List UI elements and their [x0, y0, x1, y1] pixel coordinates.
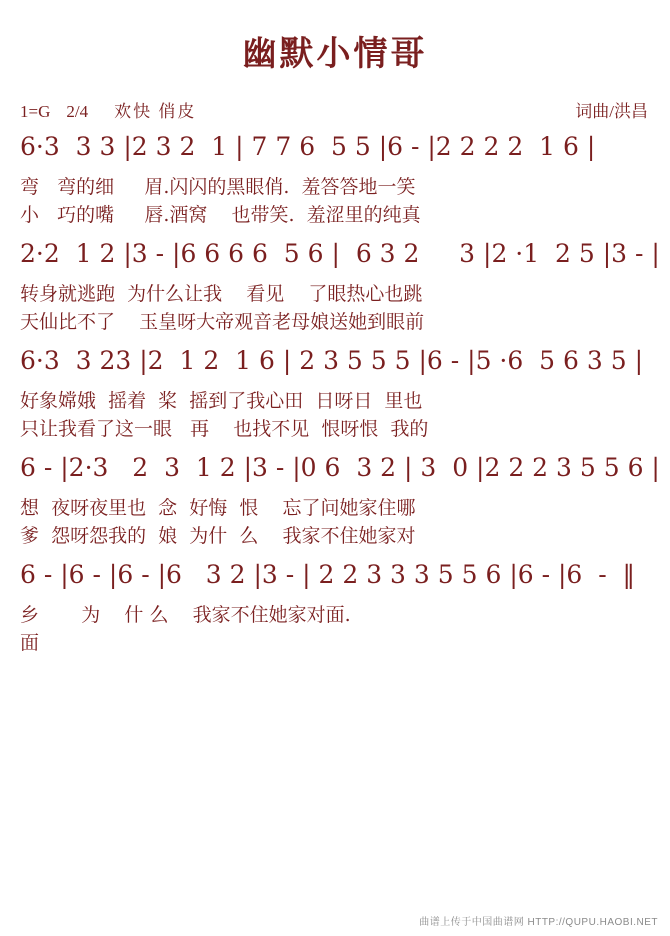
- key-signature: 1=G: [20, 102, 51, 121]
- time-signature: 2/4: [66, 102, 89, 121]
- lyrics-block: [20, 602, 650, 657]
- notation-line: 2·2 1 2 |3 - |6 6 6 6 5 6 | 6 3 2 3 |2 ·1 2 5 |3 - |: [20, 239, 660, 269]
- footer-credit: 曲谱上传于中国曲谱网: [419, 917, 525, 928]
- lyric-line: 天仙比不了 玉皇呀大帝观音老母娘送她到眼前: [20, 310, 425, 333]
- lyrics-block: [20, 495, 650, 550]
- page-title: 幽默小情哥: [242, 34, 428, 74]
- footer-site: HTTP://QUPU.HAOBI.NET: [527, 917, 658, 928]
- lyric-line: 小 巧的嘴 唇.酒窝 也带笑. 羞涩里的纯真: [20, 203, 421, 226]
- music-system: [14, 239, 660, 336]
- music-system: [14, 453, 660, 550]
- score-metadata: [14, 97, 656, 122]
- music-system: [14, 562, 656, 657]
- lyric-line: 想 夜呀夜里也 念 好悔 恨 忘了问她家住哪: [20, 497, 416, 520]
- lyrics-block: [20, 174, 650, 229]
- music-system: [14, 348, 656, 443]
- composer-credit: 词曲/洪昌: [575, 102, 648, 121]
- tempo-marking: 欢快 俏皮: [114, 102, 197, 121]
- notation-line: 6·3 3 3 |2 3 2 1 | 7 7 6 5 5 |6 - |2 2 2 2 1 6 |: [20, 132, 596, 161]
- lyrics-block: [20, 388, 650, 443]
- musical-key-and-time: [20, 97, 196, 122]
- lyric-line: 乡 为 什 么 我家不住她家对面.: [20, 604, 351, 627]
- music-system: [14, 134, 656, 229]
- notation-line: 6 - |2·3 2 3 1 2 |3 - |0 6 3 2 | 3 0 |2 2 2 3 5 5 6 |: [20, 453, 660, 483]
- lyric-line: 好象嫦娥 摇着 桨 摇到了我心田 日呀日 里也: [20, 390, 423, 413]
- lyric-line: 爹 怨呀怨我的 娘 为什 么 我家不住她家对: [20, 524, 416, 547]
- sheet-music-page: [0, 26, 670, 936]
- lyric-line: 转身就逃跑 为什么让我 看见 了眼热心也跳: [20, 283, 423, 306]
- notation-line: 6 - |6 - |6 - |6 3 2 |3 - | 2 2 3 3 3 5 5 6 |6 - |6 - ‖: [20, 560, 636, 590]
- lyric-line: 只让我看了这一眼 再 也找不见 恨呀恨 我的: [20, 417, 429, 440]
- lyrics-block: [20, 281, 650, 336]
- notation-line: 6·3 3 23 |2 1 2 1 6 | 2 3 5 5 5 |6 - |5 ·6 5 6 3 5 |: [20, 346, 643, 376]
- lyric-line: 弯 弯的细 眉.闪闪的黑眼俏. 羞答答地一笑: [20, 176, 416, 198]
- footer-watermark: [419, 913, 658, 928]
- lyric-line: 面: [20, 631, 40, 654]
